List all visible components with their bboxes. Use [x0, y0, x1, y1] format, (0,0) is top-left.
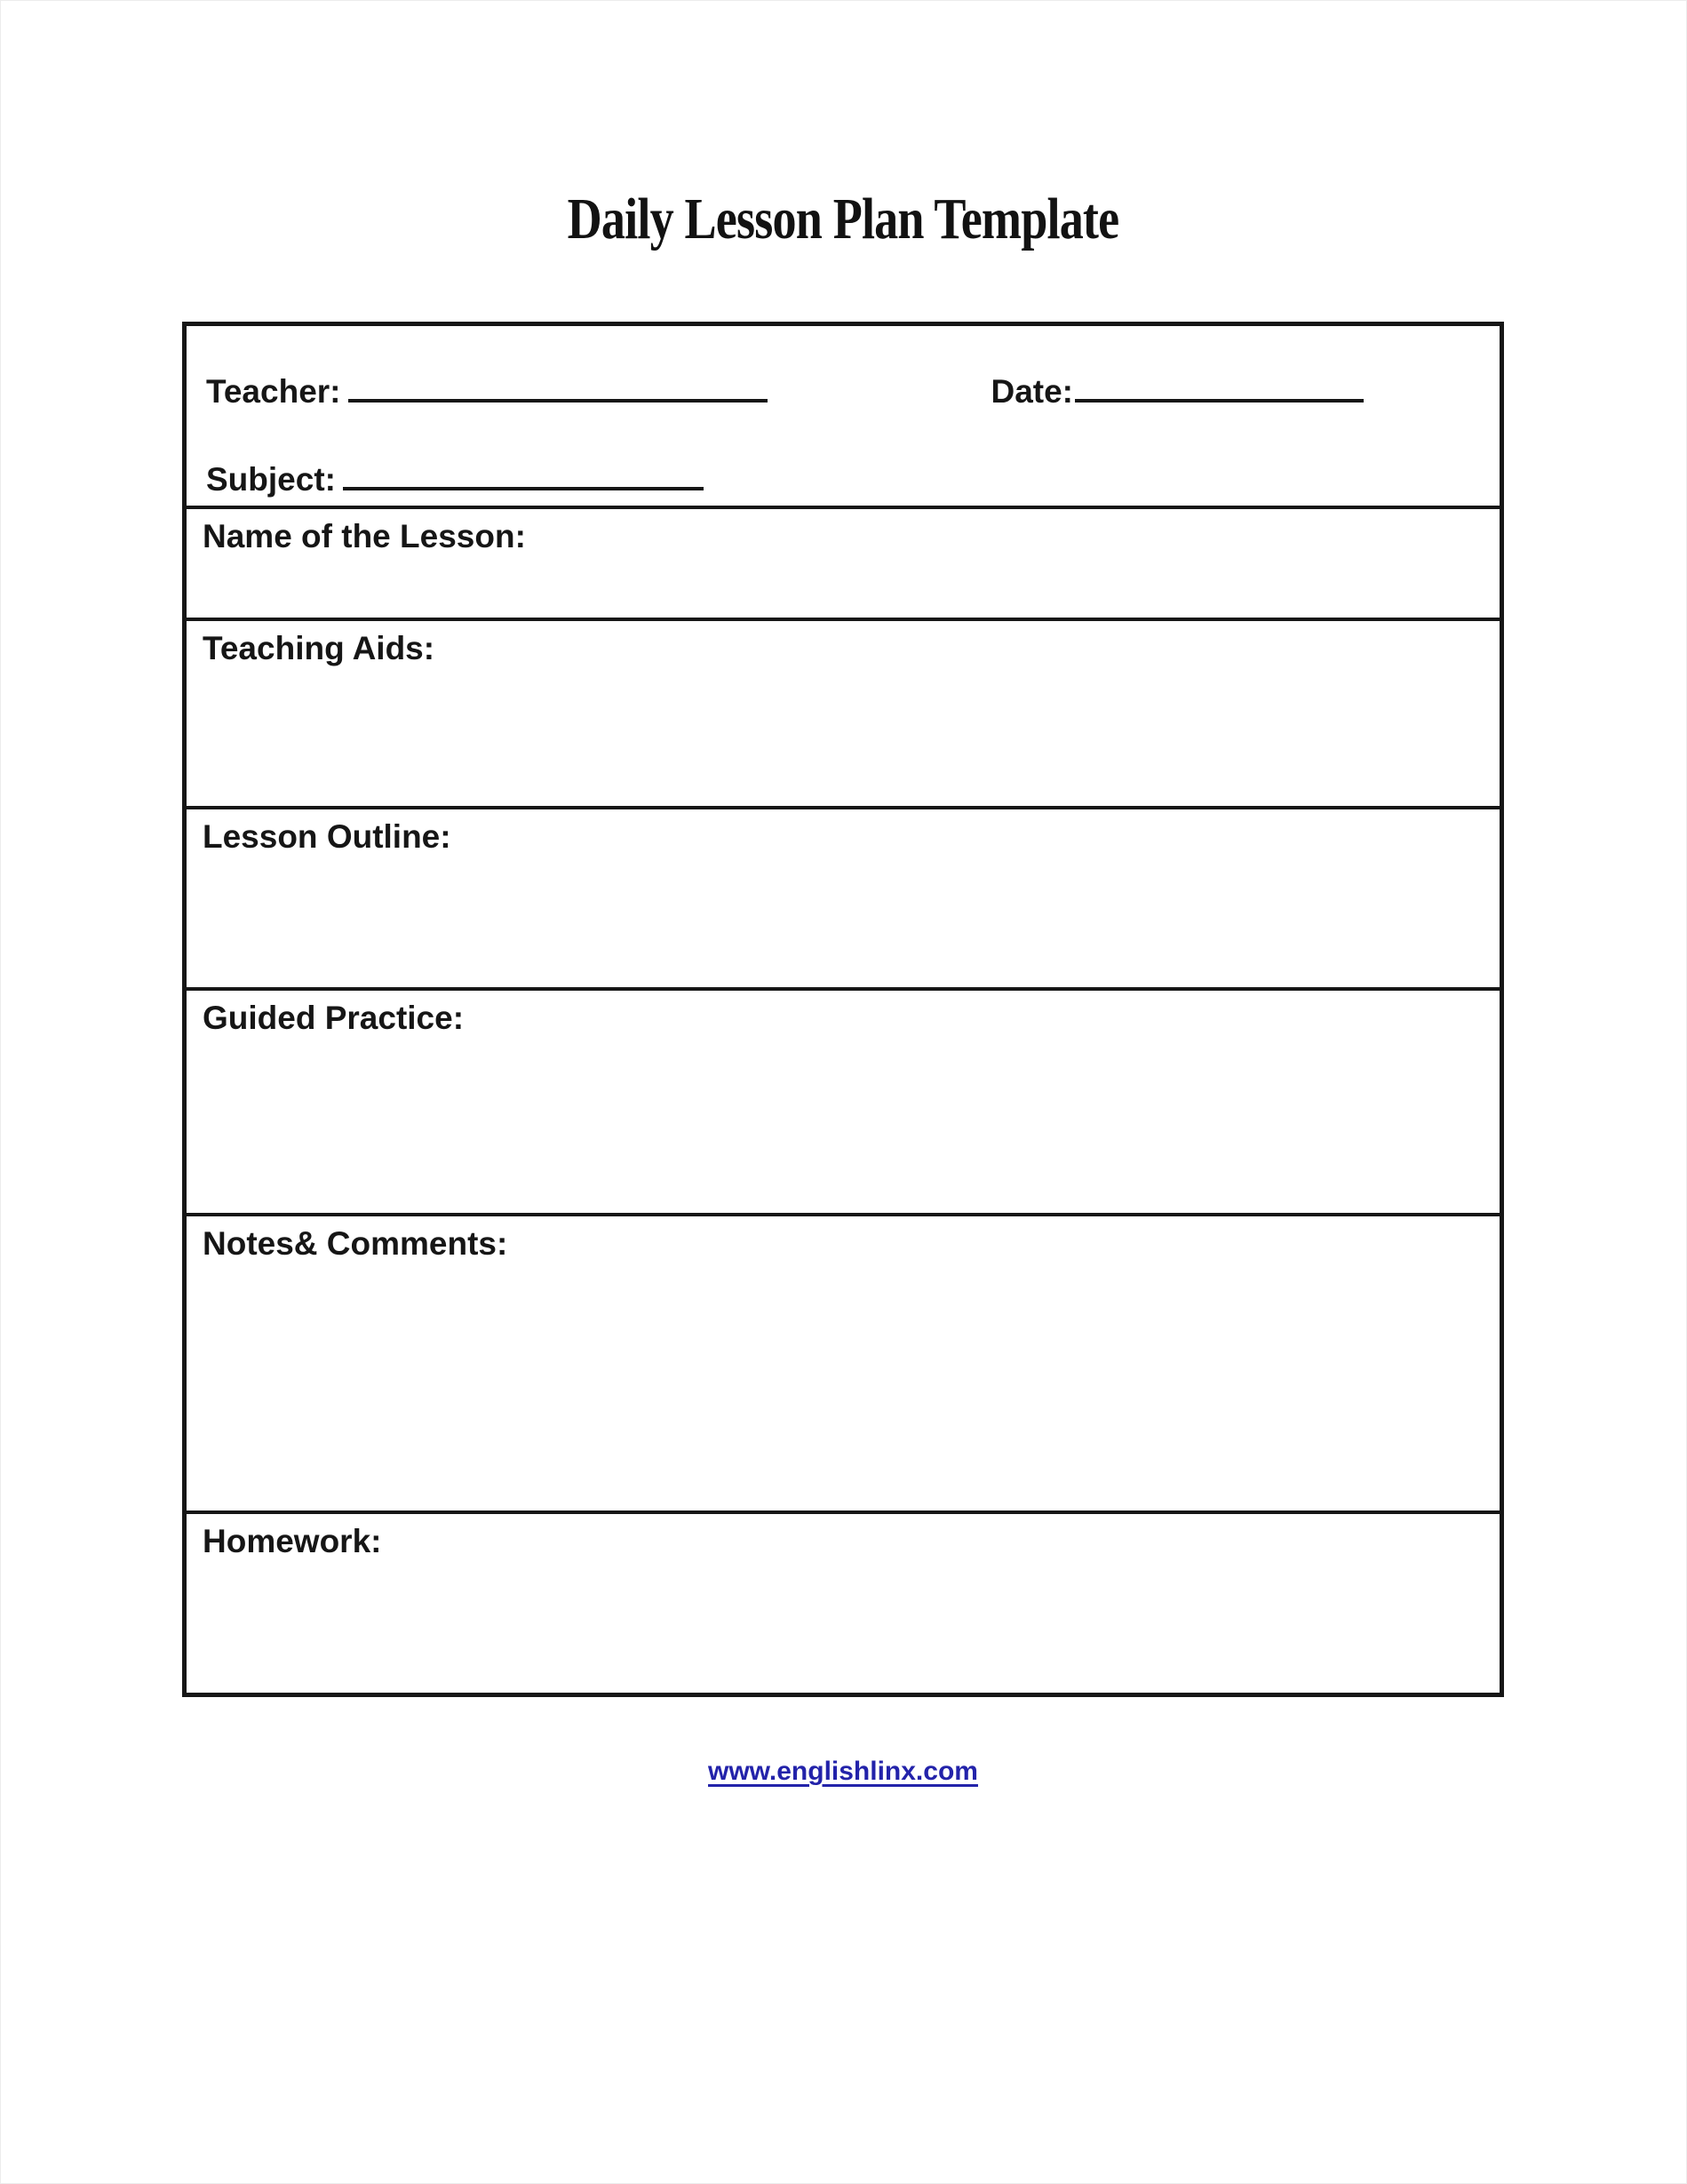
section-label-teaching-aids: Teaching Aids: — [203, 630, 435, 666]
section-label-lesson-outline: Lesson Outline: — [203, 818, 451, 855]
subject-blank-line — [343, 448, 704, 490]
teaching-aids-blank-area — [203, 669, 1482, 678]
section-label-notes-comments: Notes& Comments: — [203, 1225, 508, 1262]
teacher-date-line — [206, 360, 1482, 412]
section-label-guided-practice: Guided Practice: — [203, 1000, 465, 1036]
subject-label: Subject: — [206, 461, 336, 498]
header-row — [187, 326, 1500, 506]
date-blank-line — [1075, 360, 1364, 403]
section-homework — [187, 1510, 1500, 1693]
teacher-field-group — [206, 360, 768, 412]
section-lesson-outline — [187, 806, 1500, 987]
section-label-homework: Homework: — [203, 1523, 382, 1559]
date-field-group — [991, 360, 1364, 412]
lesson-outline-blank-area — [203, 857, 1482, 866]
subject-field-group — [206, 448, 704, 500]
lesson-plan-form — [182, 322, 1504, 1697]
homework-blank-area — [203, 1562, 1482, 1571]
section-name-of-the-lesson — [187, 506, 1500, 618]
englishlinx-link[interactable]: www.englishlinx.com — [708, 1757, 978, 1786]
section-guided-practice — [187, 987, 1500, 1213]
section-teaching-aids — [187, 618, 1500, 806]
date-label: Date: — [991, 373, 1073, 410]
section-label-name-of-the-lesson: Name of the Lesson: — [203, 518, 526, 554]
notes-comments-blank-area — [203, 1264, 1482, 1273]
footer — [182, 1757, 1504, 1787]
guided-practice-blank-area — [203, 1039, 1482, 1048]
subject-line — [206, 448, 1482, 500]
name-of-the-lesson-blank-area — [203, 557, 1482, 566]
page-title: Daily Lesson Plan Template — [567, 187, 1119, 251]
teacher-blank-line — [348, 360, 768, 403]
section-notes-comments — [187, 1213, 1500, 1510]
teacher-label: Teacher: — [206, 373, 341, 410]
